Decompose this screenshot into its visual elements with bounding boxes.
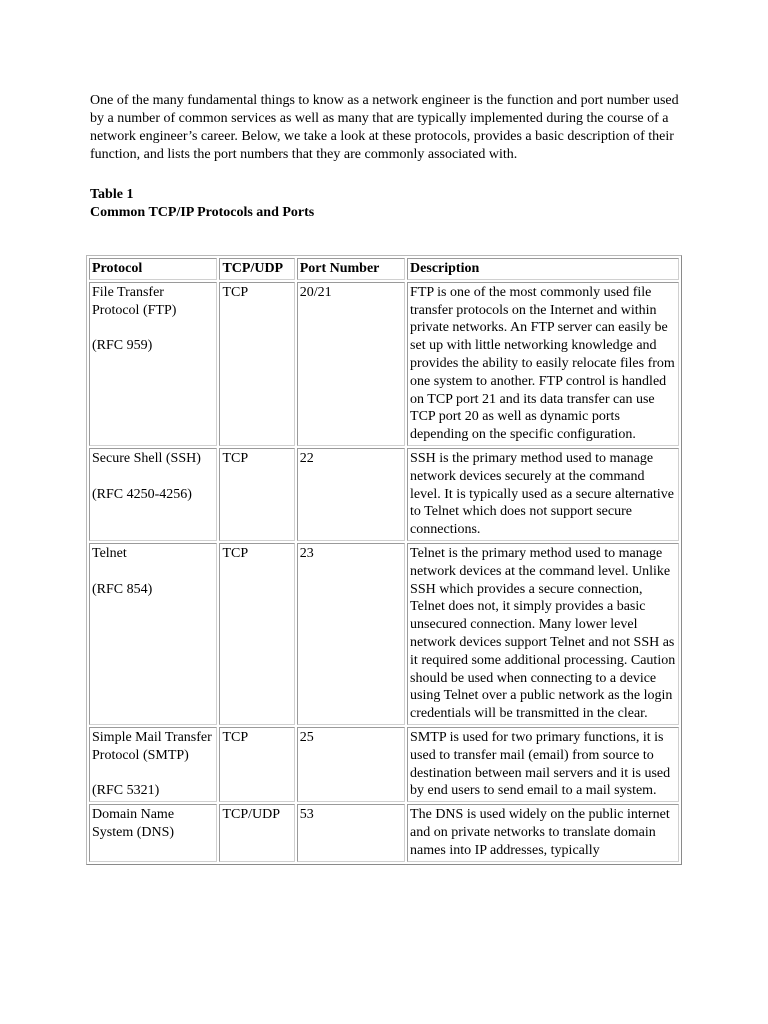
protocol-name: Domain Name System (DNS) (92, 807, 175, 840)
table-row-telnet (89, 543, 679, 725)
protocol-name: Telnet (92, 545, 127, 561)
protocol-rfc: (RFC 959) (92, 338, 153, 354)
protocols-table (86, 255, 682, 865)
table-label: Table 1 (90, 187, 134, 202)
document-page (90, 92, 690, 222)
cell-port: 22 (297, 448, 405, 541)
cell-description: FTP is one of the most commonly used file transfer protocols on the Internet and within private networks. An FTP server can easily be set up with little networking knowledge and provides the ability to easily relocate files from one system to another. FTP control is handled on TCP port 21 and its data transfer can use TCP port 20 as well as dynamic ports depending on the specific configuration. (407, 282, 679, 446)
cell-protocol (89, 727, 217, 802)
header-description: Description (407, 258, 679, 280)
cell-transport: TCP/UDP (219, 804, 294, 861)
table-row-smtp (89, 727, 679, 802)
cell-description: SMTP is used for two primary functions, it is used to transfer mail (email) from source to destination between mail servers and it is used by end users to send email to a mail system. (407, 727, 679, 802)
cell-port: 53 (297, 804, 405, 861)
protocol-name: File Transfer Protocol (FTP) (92, 284, 177, 318)
protocol-name: Secure Shell (SSH) (92, 450, 201, 466)
cell-description: SSH is the primary method used to manage network devices securely at the command level. It is typically used as a secure alternative to Telnet which does not support secure connections. (407, 448, 679, 541)
header-protocol: Protocol (89, 258, 217, 280)
cell-description: Telnet is the primary method used to manage network devices at the command level. Unlike SSH which provides a secure connection, Telnet does not, it simply provides a basic unsecured connection. Many lower level network devices support Telnet and not SSH as it required some additional processing. Caution should be used when connecting to a device using Telnet over a public network as the login credentials will be transmitted in the clear. (407, 543, 679, 725)
cell-transport: TCP (219, 543, 294, 725)
header-port-number: Port Number (297, 258, 405, 280)
cell-protocol (89, 543, 217, 725)
cell-transport: TCP (219, 727, 294, 802)
protocol-rfc: (RFC 4250-4256) (92, 486, 192, 502)
table-row-ssh (89, 448, 679, 541)
cell-description: The DNS is used widely on the public internet and on private networks to translate domain names into IP addresses, typically (407, 804, 679, 861)
cell-transport: TCP (219, 448, 294, 541)
cell-protocol (89, 448, 217, 541)
protocol-name: Simple Mail Transfer Protocol (SMTP) (92, 729, 212, 763)
cell-protocol (89, 804, 217, 861)
cell-port: 23 (297, 543, 405, 725)
protocol-rfc: (RFC 5321) (92, 783, 160, 799)
intro-paragraph: One of the many fundamental things to know as a network engineer is the function and port number used by a number of common services as well as many that are typically implemented during the course of a network engineer’s career. Below, we take a look at these protocols, provides a basic description of their function, and lists the port numbers that they are commonly associated with. (90, 93, 679, 162)
table-caption (90, 186, 690, 222)
table-row-ftp (89, 282, 679, 446)
protocol-rfc: (RFC 854) (92, 581, 153, 597)
table-header-row (89, 258, 679, 280)
cell-protocol (89, 282, 217, 446)
table-row-dns (89, 804, 679, 861)
cell-port: 25 (297, 727, 405, 802)
table-title: Common TCP/IP Protocols and Ports (90, 205, 315, 220)
cell-port: 20/21 (297, 282, 405, 446)
header-transport: TCP/UDP (219, 258, 294, 280)
cell-transport: TCP (219, 282, 294, 446)
